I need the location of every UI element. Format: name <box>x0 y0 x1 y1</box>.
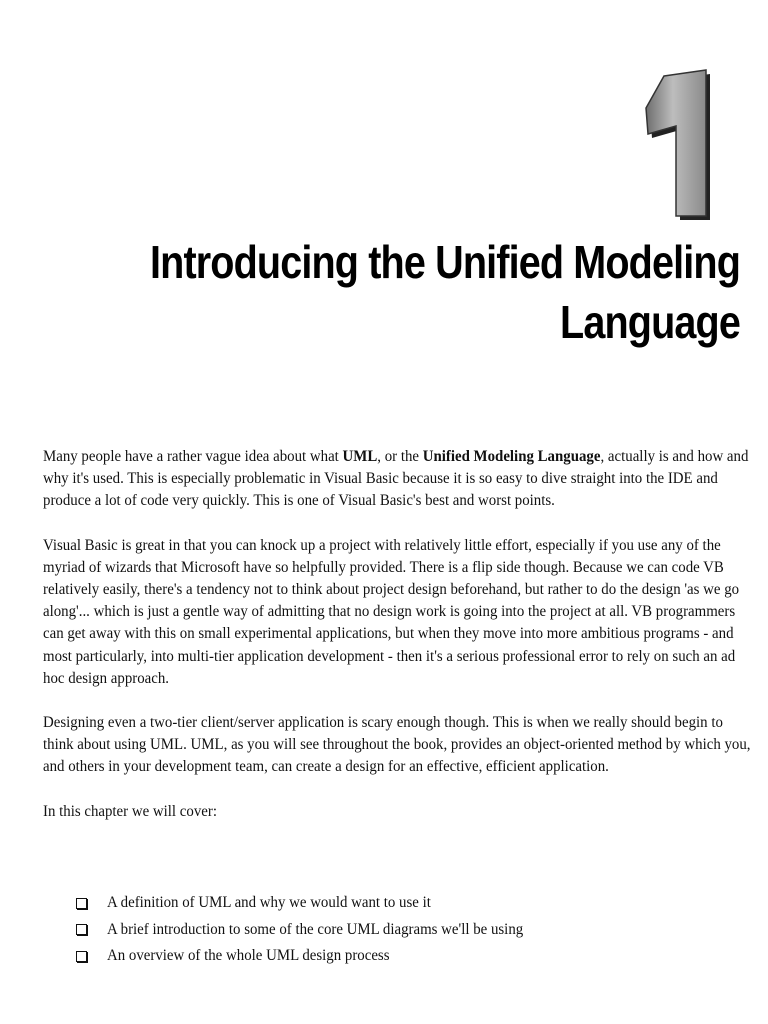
paragraph-two-tier: Designing even a two-tier client/server application is scary enough though. This is when we really should begin to think about using UML. UML, as you will see throughout the book, provides an object-oriented method by which you, and others in your development team, can create a design for an effective, efficient application. <box>43 714 751 776</box>
list-item <box>76 943 736 970</box>
chapter-topics-list <box>76 890 736 970</box>
list-item-text: An overview of the whole UML design process <box>107 947 390 965</box>
list-item-text: A definition of UML and why we would want to use it <box>107 894 431 912</box>
chapter-number-graphic <box>620 40 730 230</box>
paragraph-intro <box>43 446 755 513</box>
chapter-title-line2: Language <box>560 296 740 348</box>
body-text <box>43 446 755 823</box>
paragraph-intro-part3: , actually is and how and why it's used. This is especially problematic in Visual Basic because it is so easy to dive straight into the IDE and produce a lot of code very quickly. This is one of Visual Basic's best and worst points. <box>43 448 749 510</box>
chapter-title <box>138 232 740 352</box>
list-item <box>76 890 736 917</box>
checkbox-icon <box>76 898 87 909</box>
chapter-number-text: 1 <box>620 40 621 41</box>
paragraph-intro-part2: , or the <box>377 448 423 465</box>
paragraph-intro-part1: Many people have a rather vague idea about what <box>43 448 343 465</box>
unified-modeling-language-term: Unified Modeling Language <box>422 448 601 465</box>
paragraph-chapter-cover: In this chapter we will cover: <box>43 802 217 820</box>
checkbox-icon <box>76 924 87 935</box>
checkbox-icon <box>76 951 87 962</box>
chapter-title-line1: Introducing the Unified Modeling <box>150 236 740 288</box>
uml-term: UML <box>342 448 378 465</box>
paragraph-visual-basic: Visual Basic is great in that you can knock up a project with relatively little effort, especially if you use any of the myriad of wizards that Microsoft have so helpfully provided. There is a flip side though. Because we can code VB relatively easily, there's a tendency not to think about project design beforehand, but rather to do the design 'as we go along'... which is just a gentle way of admitting that no design work is going into the project at all. VB programmers can get away with this on small experimental applications, but when they move into more ambitious programs - and most particularly, into multi-tier application development - then it's a serious professional error to rely on such an ad hoc design approach. <box>43 536 740 687</box>
chapter-number-svg <box>620 40 730 230</box>
list-item-text: A brief introduction to some of the core UML diagrams we'll be using <box>107 920 524 938</box>
list-item <box>76 917 736 944</box>
